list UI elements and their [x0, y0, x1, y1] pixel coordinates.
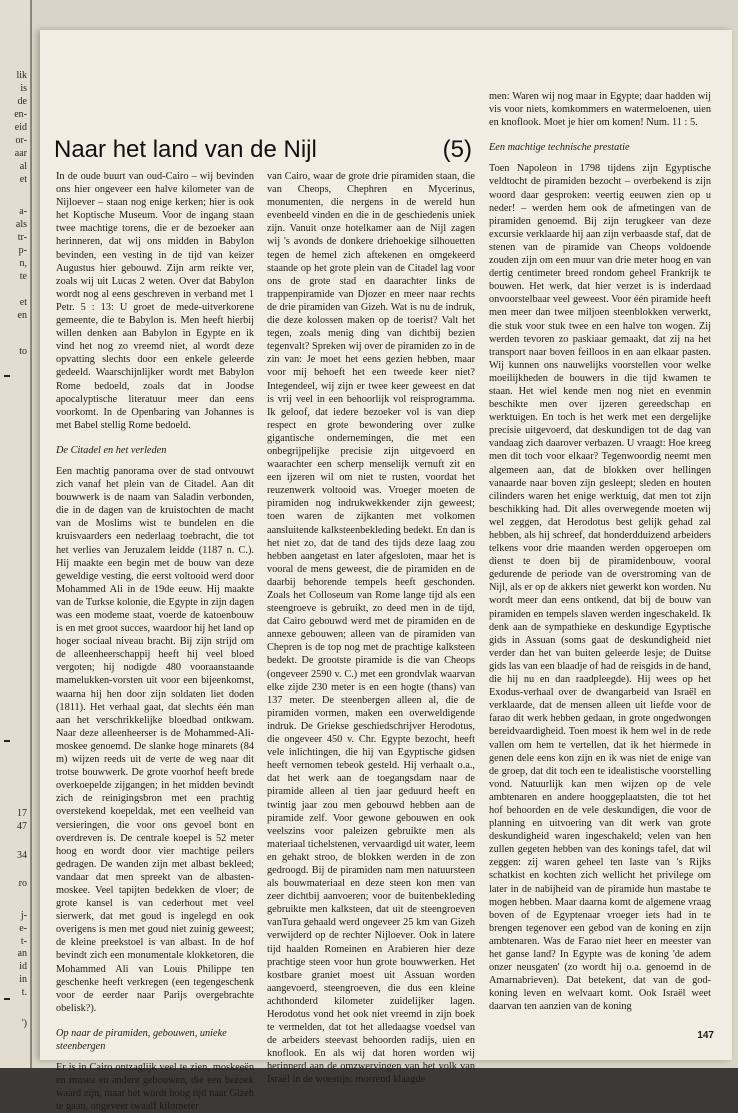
previous-page-text-fragment: tr-: [17, 232, 27, 243]
previous-page-text-fragment: lik: [16, 70, 27, 81]
section-subheading: De Citadel en het verleden: [56, 444, 167, 456]
previous-page-rule: [4, 740, 10, 742]
previous-page-text-fragment: e-: [19, 923, 27, 934]
previous-page-text-fragment: j-: [20, 910, 27, 921]
title-text: Naar het land van de Nijl: [54, 136, 317, 163]
previous-page-text-fragment: te: [19, 271, 27, 282]
text-column-3: [489, 90, 711, 1050]
previous-page-text-fragment: is: [20, 83, 27, 94]
previous-page-text-fragment: t-: [20, 936, 27, 947]
body-paragraph: men: Waren wij nog maar in Egypte; daar hadden wij vis voor niets, komkommers en watermeloenen, uien en knoflook. Moet je hier om komen! Num. 11 : 5.: [489, 91, 711, 129]
previous-page-text-fragment: de: [17, 96, 27, 107]
previous-page-text-fragment: et: [19, 174, 27, 185]
body-paragraph: Toen Napoleon in 1798 tijdens zijn Egyptische veldtocht de piramiden bezocht – overbekend is zijn woord daar gesproken: veertig eeuwen zien op u neder! – werden hem ook de afmetingen van de piramiden genoemd. Bij zijn terugkeer van deze excursie verklaarde hij aan zijn verbaasde staf, dat de stenen van de piramide van Cheops voldoende zouden zijn om een muur van drie meter hoog en van dertig centimeter breed rondom geheel Frankrijk te bouwen. Het werk, dat hier verzet is is inderdaad onvoorstelbaar veel geweest. Voor één piramide heeft men meer dan twee miljoen steenblokken verwerkt, die stuk voor stuk twee en een halve ton wogen. Zij werden tevoren zo paskiaar gemaakt, dat zij na het transport naar boven feilloos in en aan elkaar pasten. Wij kunnen ons nauwelijks voorstellen voor welke moeilijkheden de bouwers in die tijd kwamen te staan. Het wiel kende men nog niet en evenmin beschikte men over ijzeren gereedschap en werktuigen. En toch is het werk met een dergelijke precisie uitgevoerd, dat deskundigen tot de dag van vandaag zich daarover verbazen. U vraagt: Hoe kreeg men dit toch voor elkaar? Tegenwoordig neemt men algemeen aan, dat de blokken over hellingen vanaarde naar boven zijn gesleept; sleden en houten cilinders waren het enige werktuig, dat men tot zijn beschikking had. Dit alles overwegende moeten wij wel zeggen, dat Herodotus best gelijk gehad zal hebben, als hij schreef, dat honderdduizend arbeiders telkens voor drie maanden werden opgeroepen om dienst te doen bij de piramidenbouw, vooral gedurende de periode van de overstroming van de Nijl, als er op de akkers niet gewerkt kon worden. Nu wordt meer dan eens ontkend, dat bij de bouw van piramiden en tempels slaven werden ingeschakeld. Ik denk aan de sympathieke en deskundige Egyptische gids in Assuan (soms gaat de deskundigheid niet verder dan het van buiten geleerde lesje; de Duitse gids las van een blaadje of had de reisgids in de hand, die hij nu en dan raadpleegde). Hij wees op het Exodus-verhaal over de dwangarbeid van Israël en verklaarde, dat de mensen alleen uit liefde voor de farao dit werk hebben gedaan, in grote ongedwongen bereidvaardigheid. Toen moest ik hem wel in de rede vallen om hem te vertellen, dat ik het hiermede in genen dele eens kon zijn en ik was niet de enige van de groep, dat dit toch een te idealistische voorstelling vond. Natuurlijk kan men wijzen op de vele ambtenaren en andere hooggeplaatsten, die tot het hof behoorden en de vele deskundigen, die voor de planning en uitvoering van dit werk van grote deskundigheid waren ingeschakeld; velen van hen zullen gegeten hebben van des konings tafel, dat wil zeggen: zij waren geheel ten laste van 's Rijks schatkist en kochten zich wellicht het privilege om later in de nabijheid van de piramide hun mastabe te mogen hebben. Maar daarna komt de algemene vraag boven of de Egyptenaar vroeger iets had in te brengen tegenover een gebod van de koning en zijn ambtenaren. Was de Farao niet heer en meester van het ganse land? In Egypte was de koning 'de adem onzer neusgaten' (zo wordt hij o.a. genoemd in de Amarnabrieven). Dat betekent, dat van de god-koning leven en welvaart komt. Ook Israël weet daarvan ten aanzien van de koning: [489, 163, 711, 1013]
page-number: 147: [697, 1030, 714, 1041]
previous-page-text-fragment: aar: [14, 148, 27, 159]
body-paragraph: In de oude buurt van oud-Cairo – wij bevinden ons hier ongeveer een halve kilometer van de Nijloever – staan nog enige kerken; hier is ook het Koptische Museum. Voor de ingang staan twee machtige torens, die er de bezoeker aan herinneren, dat wij ons midden in Babylon bevinden, een vesting in de tijd van keizer Augustus hier gebouwd. Zijn arm reikte ver, zoals wij uit Lucas 2 weten. Over dat Babylon wordt nog al eens geschreven in verband met 1 Petr. 5 : 13: U groet de mede-uitverkorene gemeente, die te Babylon is. Men heeft hierbij willen denken aan Babylon in Egypte en ik vind het nog zo vreemd niet, al wordt deze opvatting slechts door een enkele geleerde gedeeld. Waarschijnlijker wordt met Babylon Rome bedoeld, zoals dat in Joodse apocalyptische literatuur meer dan eens voorkomt. In de Openbaring van Johannes is met Babel stellig Rome bedoeld.: [56, 171, 254, 431]
previous-page-text-fragment: en-: [14, 109, 27, 120]
previous-page-text-fragment: p-: [18, 245, 27, 256]
body-paragraph: Een machtig panorama over de stad ontvouwt zich vanaf het plein van de Citadel. Aan dit bouwwerk is de naam van Saladin verbonden, die in de dagen van de kruistochten de macht van de Moslims wist te bundelen en die kruisvaarders een nederlaag toebracht, die tot het verlies van Jeruzalem leidde (1187 n. C.). Hij maakte een begin met de bouw van deze geweldige vesting, die eerst voltooid werd door Mohammed Ali in de 19de eeuw. Hij maakte van de Turkse kolonie, die Egypte in zijn dagen was een modeme staat, voerde de katoenbouw is en met groot succes, waardoor hij het land op hoger sociaal niveau bracht. Bij zijn strijd om de alleenheerschappij heeft hij veel bloed vergoten; hij nodigde 480 vooraanstaande mamelukken-vorsten uit voor een bijeenkomst, waarna hij hen door zijn soldaten liet doden (1811). Het verhaal gaat, dat slechts één man aan het verschrikkelijke bloedbad ontkwam. Naar deze alleenheerser is de Mohammed-Ali-moskee genoemd. De slanke hoge minarets (84 m) wijzen reeds uit de verte de weg naar dit trotse bouwwerk. De grote voorhof heeft brede overkoepelde zijgangen; in het midden bevindt zich de reinigingsbron met een prachtig overstekend koepeldak, met een veelheid van versieringen, die voor ons gevoel bont en overdreven is. De centrale koepel is 52 meter hoog en wordt door vier machtige peilers gedragen. De wanden zijn met albast bekleed; vandaar dat men spreekt van de albasten-moskee. Veel tapijten bedekken de vloer; de grote kansel is van cederhout met veel sierwerk, dat met goud is ingelegd en ook overigens is men met goud niet zuinig geweest; de kleine preekstoel is van albast. In de hof bevindt zich een monumentale klokketoren, die Mohammed Ali van Louis Philippe ten geschenke heeft verkregen (een tegengeschenk voor de eerder naar Parijs overgebrachte obelisk?).: [56, 465, 254, 1014]
previous-page-text-fragment: al: [19, 161, 27, 172]
previous-page-text-fragment: id: [19, 961, 27, 972]
previous-page-rule: [4, 375, 10, 377]
previous-page-text-fragment: 47: [17, 821, 27, 832]
previous-page-text-fragment: a-: [19, 206, 27, 217]
previous-page-text-fragment: en: [17, 310, 27, 321]
article-title: [54, 136, 478, 168]
previous-page-text-fragment: als: [15, 219, 27, 230]
text-column-2: [267, 170, 476, 1086]
previous-page-text-fragment: et: [19, 297, 27, 308]
series-part-number: (5): [442, 136, 472, 163]
previous-page-text-fragment: ro: [18, 878, 27, 889]
section-subheading: Een machtige technische prestatie: [489, 142, 630, 154]
article-page: [40, 30, 732, 1113]
previous-page-text-fragment: to: [19, 346, 27, 357]
previous-page-text-fragment: t.: [21, 987, 27, 998]
previous-page-rule: [4, 998, 10, 1000]
previous-page-text-fragment: 17: [17, 808, 27, 819]
section-subheading: Op naar de piramiden, gebouwen, unieke steenbergen: [56, 1027, 227, 1052]
previous-page-text-fragment: an: [17, 948, 27, 959]
previous-page-text-fragment: in: [19, 974, 27, 985]
body-paragraph: van Cairo, waar de grote drie piramiden staan, die van Cheops, Chephren en Mycerinus, monumenten, die nergens in de wereld hun evenbeeld vinden en die in de geschiedenis uniek zijn. Vanuit onze hotelkamer aan de Nijl zagen wij 's avonds de donkere driehoekige silhouetten tegen de hemel zich aftekenen en omgekeerd staande op het grote plein van de Citadel lag voor ons de grote stad en daarachter links de trappenpiramide van Djozer en meer naar rechts de drie piramiden van Gizeh. Wat is nu de indruk, die deze kolossen maken op de toerist? Valt het tegen, zoals menig ding van dichtbij bezien tegenvalt? Spreken wij over de piramiden zo in de zin van: Je moet het eens gezien hebben, maar voor mij behoeft het een tweede keer niet? Integendeel, wij zijn er twee keer geweest en dat is vrij veel in een behoorlijk vol reisprogramma. Ik geloof, dat iedere bezoeker vol is van diep respect en grote bewondering over zulke gigantische ondernemingen, die met een onbegrijpelijke precisie zijn uitgevoerd en waarachter een scherp menselijk vernuft zit en een ijzeren wil om niet te rusten, voordat het reuzenwerk voltooid was. Vroeger moeten de piramiden nog indrukwekkender zijn geweest; toen waren de zijkanten met volkomen aansluitende kalksteenbekleding bedekt. En dan is het niet zo, dat de tand des tijds deze laag zou hebben aangetast en later afgesloten, maar het is vooral de mens geweest, die de piramiden en de daarbij behorende tempels heeft geschonden. Zoals het Colloseum van Rome lange tijd als een steengroeve is gebruikt, zo deed men in de tijd, dat Cairo gebouwd werd met de piramiden en de annexe gebouwen; alleen van de piramiden van Chepren is de top nog met de prachtige kalksteen bedekt. De grootste piramide is die van Cheops (ongeveer 2590 v. C.) met een grondvlak waarvan elke zijde 230 meter is en een hogte (thans) van 137 meter. De steenbergen alleen al, die de piramiden vormen, maken een overweldigende indruk. De Griekse geschiedschrijver Herodotus, die ongeveer 450 v. Chr. Egypte bezocht, heeft vele inlichtingen, die hij van Egyptische gidsen heeft vernomen tebeok gesteld. Hij verhaalt o.a., dat het werk aan de toegangsdam naar de piramide alleen al tien jaar geduurd heeft en twintig jaar zou men gebouwd hebben aan de piramide zelf. Voor gewone gebouwen en ook veelszins voor paleizen gebruikte men als materiaal tichelstenen, vervaardigd uit water, leem en gehakt stroo, de blokken werden in de zon gedroogd. Bij de piramiden nam men natuursteen als bouwmateriaal en deze steen kon men van zeer dichtbij aanvoeren; voor de buitenbekleding gebruikte men kalksteen, dat uit de steengroeven vanTura gehaald werd ongeveer 25 km van Gizeh verwijderd op de rechter Nijloever. Ook in latere tijd haalden Romeinen en Arabieren hier deze prachtige steen voor hun grote bouwwerken. Het kostbare graniet moest uit Assuan worden aangevoerd, steengroeven, die dus een kleine achthonderd kilometer zuidelijker lagen. Herodotus vond het ook niet vreemd in zijn boek te vermelden, dat tot het alledaagse voedsel van de arbeiders steevast behoorden radijs, uien en knoflook. En als wij dat horen worden wij herinnerd aan de omzwervingen van het volk van Israël in de woestijn: morrend klaagde: [267, 171, 476, 1086]
body-paragraph: Er is in Cairo ontzaglijk veel te zien, moskeeën en musea en andere gebouwen, die een bezoek waard zijn, maar het wordt hoog tijd naar Gizeh te gaan, ongeveer twaalf kilometer: [56, 1062, 254, 1113]
previous-page-text-fragment: 34: [17, 850, 27, 861]
previous-page-text-fragment: or-: [15, 135, 27, 146]
text-column-1: [56, 170, 254, 1113]
previous-page-text-fragment: eid: [14, 122, 27, 133]
previous-page-edge: [0, 0, 32, 1068]
previous-page-text-fragment: '): [21, 1018, 27, 1029]
previous-page-text-fragment: n,: [19, 258, 27, 269]
